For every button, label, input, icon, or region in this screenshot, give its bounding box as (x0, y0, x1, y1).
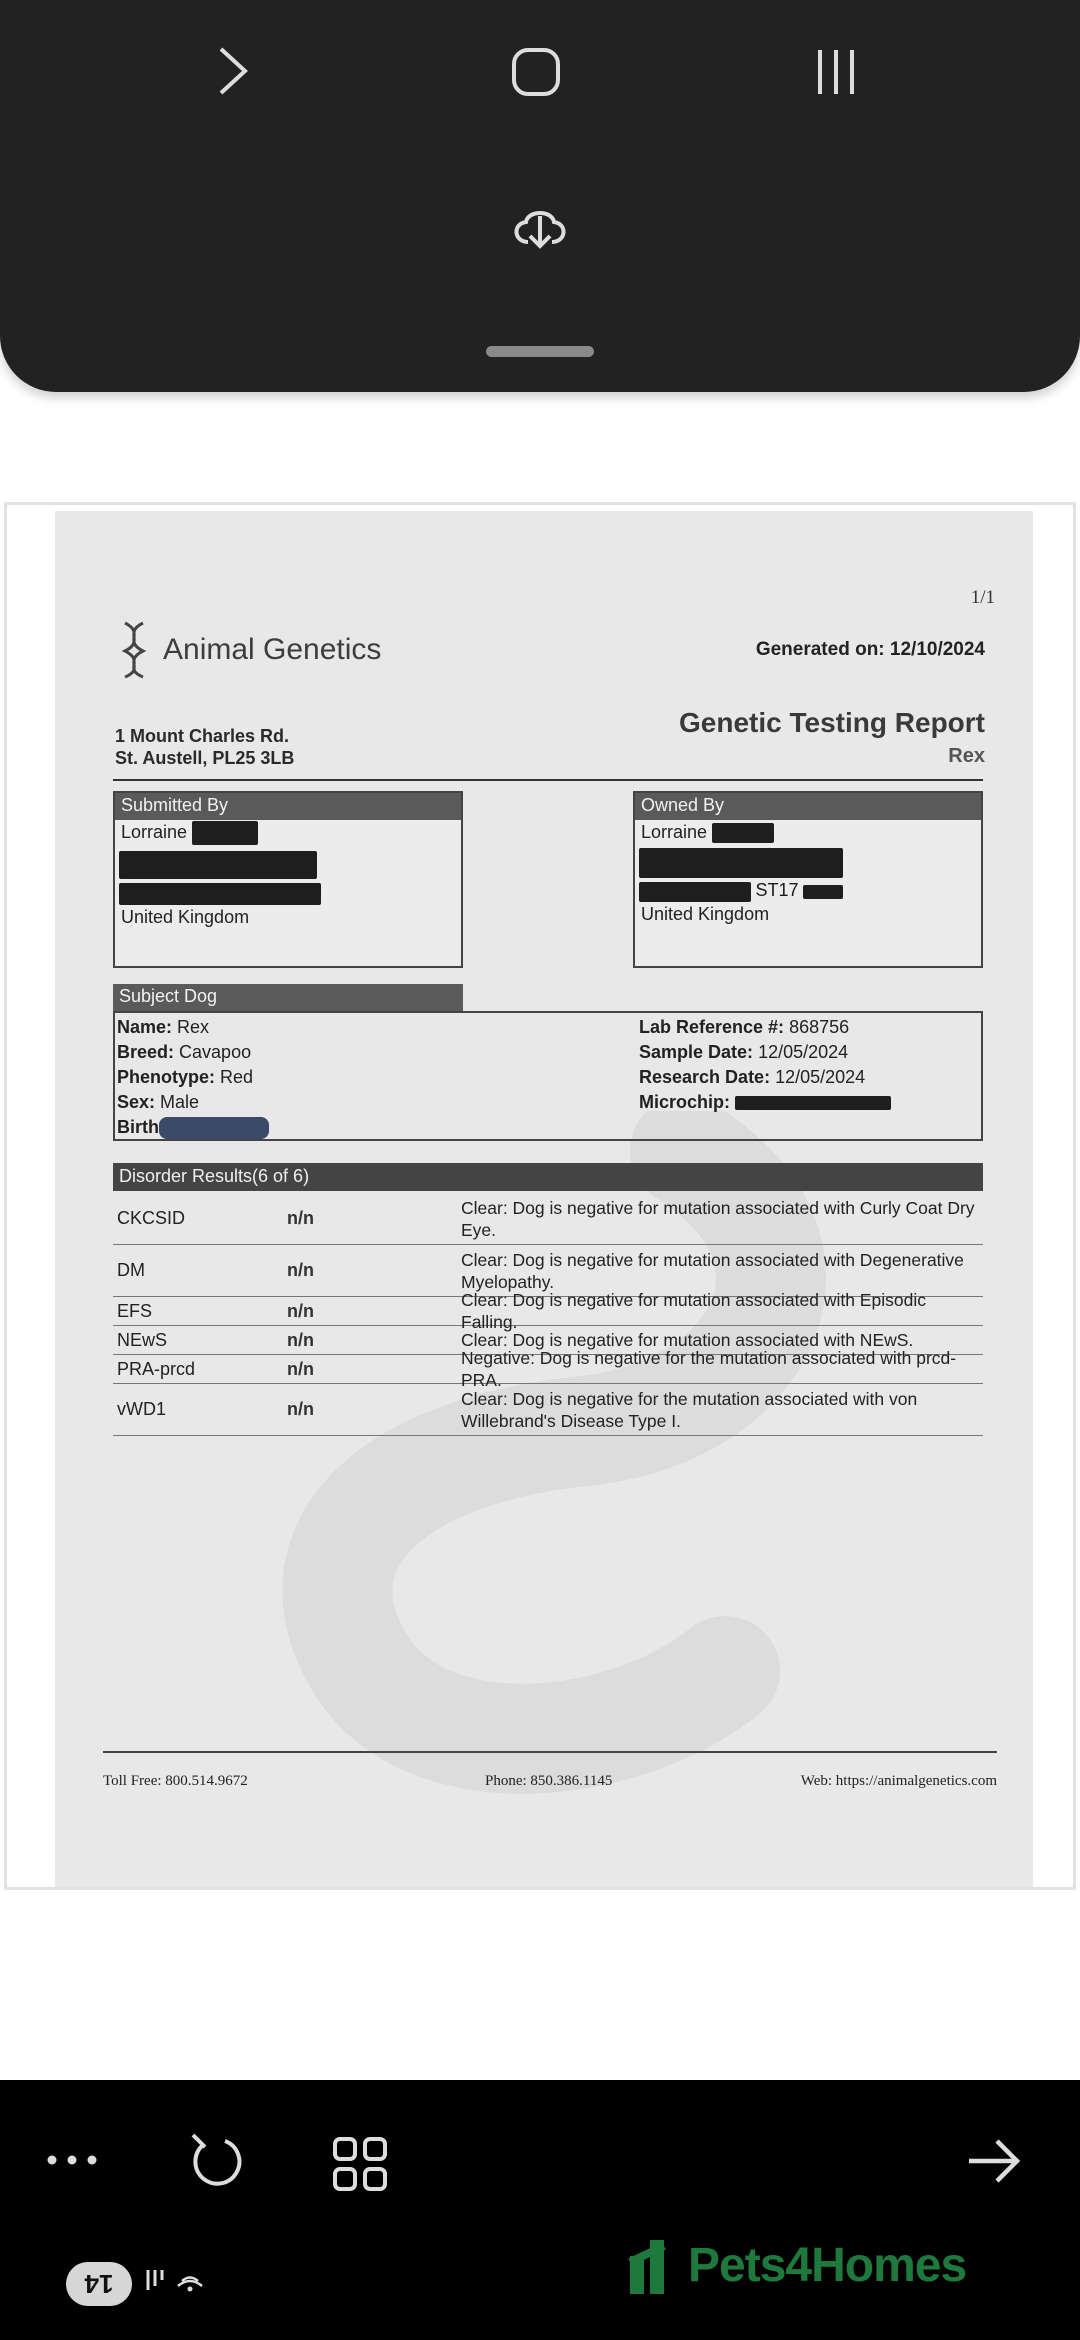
submitted-by-name: Lorraine (121, 822, 188, 842)
brand-logo-icon (628, 2234, 688, 2296)
submitted-by-box (113, 791, 463, 968)
address-line-1: 1 Mount Charles Rd. (115, 726, 290, 746)
owned-by-address-partial (635, 844, 981, 902)
disorder-result: Negative: Dog is negative for the mutation associated with prcd-PRA. (461, 1348, 957, 1390)
submitted-by-country: United Kingdom (121, 907, 250, 928)
brand-text: Pets4Homes (688, 2238, 967, 2292)
disorder-genotype: n/n (287, 1208, 314, 1228)
submitted-by-name-line (115, 820, 461, 845)
chevron-right-icon[interactable] (208, 40, 258, 102)
microchip-label: Microchip: (639, 1092, 731, 1112)
top-browser-panel (0, 0, 1080, 392)
disorder-result: Clear: Dog is negative for mutation associated with NEwS. (461, 1330, 914, 1350)
owned-by-box (633, 791, 983, 968)
phenotype-label: Phenotype: (117, 1067, 216, 1087)
bottom-toolbar (0, 2080, 1080, 2340)
dna-helix-icon (119, 619, 149, 681)
footer-divider (103, 1751, 997, 1753)
redaction (119, 883, 321, 905)
breed-value: Cavapoo (179, 1042, 252, 1062)
sample-date-value: 12/05/2024 (758, 1042, 849, 1062)
signal-icon (144, 2264, 212, 2301)
birth-label: Birth (117, 1117, 159, 1137)
submitted-by-address-redacted (115, 845, 461, 905)
tab-count-badge[interactable]: 14 (66, 2262, 132, 2306)
disorder-genotype: n/n (287, 1329, 314, 1350)
footer-toll-free: Toll Free: 800.514.9672 (103, 1773, 248, 1789)
page-number: 1/1 (970, 587, 995, 608)
redaction (639, 848, 843, 878)
disorder-results-table (113, 1193, 983, 1436)
report-page (55, 511, 1033, 1887)
redaction (803, 885, 843, 899)
report-title-block (679, 707, 985, 768)
download-icon[interactable] (506, 200, 574, 260)
forward-arrow-icon[interactable] (964, 2136, 1024, 2186)
footer-phone: Phone: 850.386.1145 (485, 1773, 613, 1789)
report-title: Genetic Testing Report (679, 707, 985, 738)
submitted-by-header: Submitted By (115, 793, 461, 820)
sex-value: Male (160, 1092, 200, 1112)
disorder-code: DM (117, 1260, 145, 1280)
subject-right-column (639, 1015, 891, 1115)
owned-by-name: Lorraine (641, 822, 708, 842)
company-logo (119, 619, 381, 681)
subject-dog-box (113, 1011, 983, 1141)
menu-bars-icon[interactable] (808, 44, 864, 100)
table-row (113, 1193, 983, 1245)
disorder-code: CKCSID (117, 1208, 186, 1228)
disorder-genotype: n/n (287, 1300, 314, 1321)
disorder-code: EFS (117, 1300, 153, 1321)
sex-label: Sex: (117, 1092, 156, 1112)
reload-icon[interactable] (186, 2130, 246, 2190)
table-row (113, 1290, 983, 1332)
document-viewer[interactable] (4, 502, 1076, 1890)
table-row (113, 1384, 983, 1436)
disorder-result: Clear: Dog is negative for mutation associated with Episodic Falling. (461, 1290, 926, 1332)
disorder-genotype: n/n (287, 1399, 314, 1419)
redaction (712, 823, 774, 843)
redaction (735, 1096, 891, 1110)
grid-apps-icon[interactable] (330, 2134, 390, 2194)
owned-by-name-line (635, 820, 981, 844)
footer-web: Web: https://animalgenetics.com (800, 1773, 997, 1789)
lab-ref-label: Lab Reference #: (639, 1017, 785, 1037)
breed-label: Breed: (117, 1042, 175, 1062)
table-row (113, 1348, 983, 1390)
disorder-code: PRA-prcd (117, 1358, 196, 1379)
disorder-code: vWD1 (117, 1399, 166, 1419)
lab-address (115, 725, 294, 769)
subject-left-column (117, 1015, 269, 1140)
report-subtitle: Rex (948, 745, 985, 767)
header-divider (113, 779, 983, 781)
name-label: Name: (117, 1017, 173, 1037)
disorder-genotype: n/n (287, 1260, 314, 1280)
phenotype-value: Red (220, 1067, 254, 1087)
disorder-genotype: n/n (287, 1358, 314, 1379)
disorder-results-header: Disorder Results(6 of 6) (113, 1163, 983, 1191)
disorder-result: Clear: Dog is negative for mutation associated with Degenerative Myelopathy. (461, 1249, 964, 1292)
owned-by-header: Owned By (635, 793, 981, 820)
owned-by-postcode: ST17 (755, 880, 799, 900)
brand-watermark (628, 2234, 966, 2296)
redaction (119, 851, 317, 879)
home-circle-icon[interactable] (508, 44, 564, 100)
disorder-result: Clear: Dog is negative for mutation associated with Curly Coat Dry Eye. (461, 1197, 975, 1240)
owned-by-country: United Kingdom (641, 903, 770, 924)
redaction (159, 1117, 269, 1139)
drag-handle[interactable] (486, 346, 594, 357)
research-date-label: Research Date: (639, 1067, 771, 1087)
name-value: Rex (177, 1017, 210, 1037)
sample-date-label: Sample Date: (639, 1042, 754, 1062)
research-date-value: 12/05/2024 (775, 1067, 866, 1087)
subject-dog-header: Subject Dog (113, 984, 463, 1011)
more-dots-icon[interactable] (44, 2140, 100, 2180)
generated-date: Generated on: 12/10/2024 (755, 639, 985, 660)
lab-ref-value: 868756 (789, 1017, 850, 1037)
logo-text: Animal Genetics (163, 633, 382, 666)
address-line-2: St. Austell, PL25 3LB (115, 748, 295, 768)
disorder-result: Clear: Dog is negative for the mutation associated with von Willebrand's Disease Type I. (461, 1388, 918, 1431)
disorder-code: NEwS (117, 1329, 168, 1350)
redaction (639, 882, 751, 902)
redaction (192, 821, 258, 845)
